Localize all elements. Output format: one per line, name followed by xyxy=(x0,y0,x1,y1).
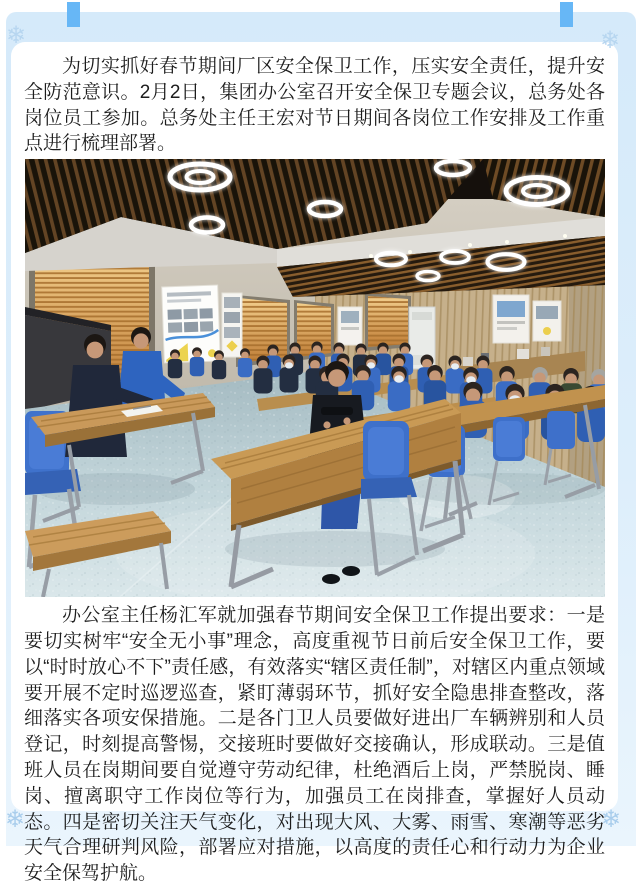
snowflake-icon: ❄ xyxy=(6,22,27,49)
meeting-photo-illustration xyxy=(25,159,605,597)
article-card xyxy=(11,42,618,885)
snowflake-icon: ❄ xyxy=(5,806,26,833)
snowflake-icon: ❄ xyxy=(600,27,621,54)
paragraph-intro: 为切实抓好春节期间厂区安全保卫工作，压实安全责任，提升安全防范意识。2月2日，集团办公室召开安全保卫专题会议，总务处各岗位员工参加。总务处主任王宏对节日期间各岗位工作安排及工作重点进行梳理部署。 xyxy=(24,56,605,155)
decor-tab-left xyxy=(67,2,80,27)
snowflake-icon: ❄ xyxy=(601,806,622,833)
decor-tab-right xyxy=(560,2,573,27)
paragraph-requirements: 办公室主任杨汇军就加强春节期间安全保卫工作提出要求：一是要切实树牢“安全无小事”理念，高度重视节日前后安全保卫工作，要以“时时放心不下”责任感，有效落实“辖区责任制”，对辖区内重点领域要开展不定时巡逻巡查，紧盯薄弱环节，抓好安全隐患排查整改，落细落实各项安保措施。二是各门卫人员要做好进出厂车辆辨别和人员登记，时刻提高警惕，交接班时要做好交接确认，形成联动。三是值班人员在岗期间要自觉遵守劳动纪律，杜绝酒后上岗，严禁脱岗、睡岗、擅离职守工作岗位等行为，加强员工在岗排查，掌握好人员动态。四是密切关注天气变化，对出现大风、大雾、雨雪、寒潮等恶劣天气合理研判风险，部署应对措施，以高度的责任心和行动力为企业安全保驾护航。 xyxy=(24,605,605,885)
meeting-photo xyxy=(25,159,605,597)
